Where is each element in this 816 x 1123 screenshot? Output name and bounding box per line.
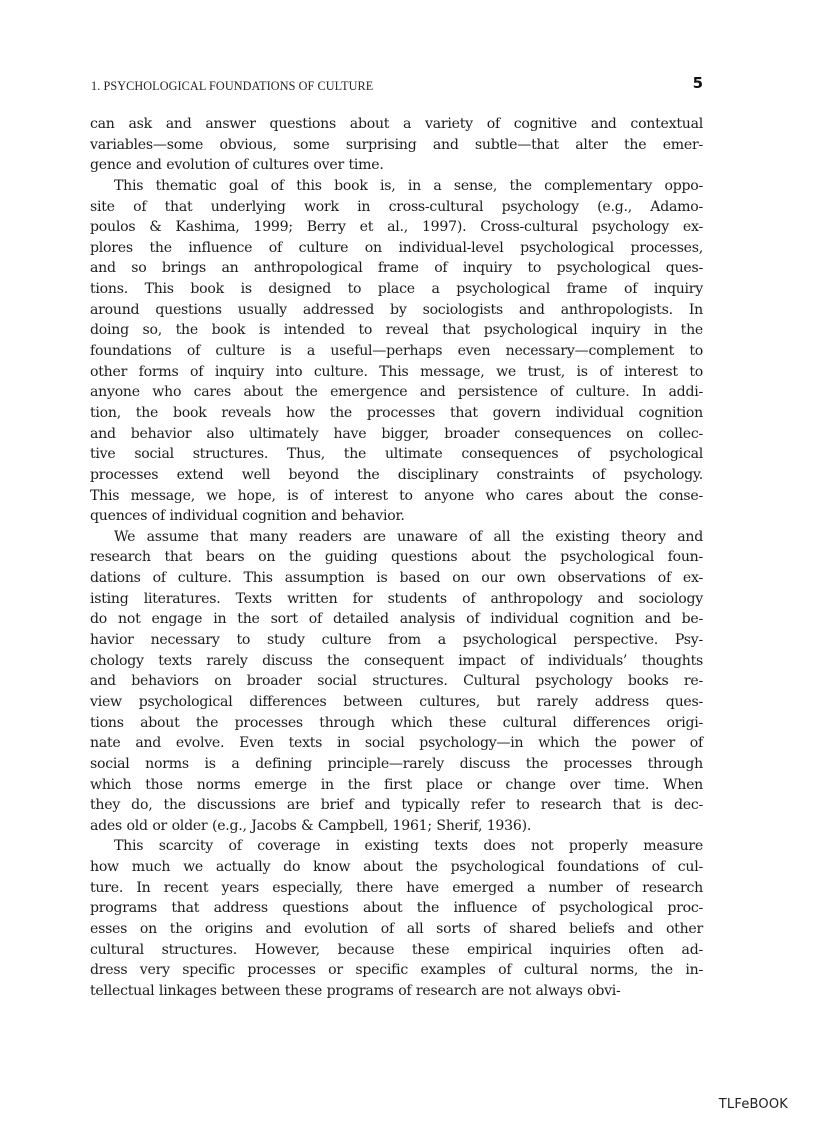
text-line: dress very specific processes or specific examples of cultural norms, the in- [90, 962, 703, 979]
text-line: We assume that many readers are unaware of all the existing theory and [114, 528, 703, 545]
paragraph [90, 176, 703, 527]
text-line: ades old or older (e.g., Jacobs & Campbell, 1961; Sherif, 1936). [90, 817, 532, 834]
text-line: isting literatures. Texts written for students of anthropology and sociology [90, 590, 703, 607]
text-line: poulos & Kashima, 1999; Berry et al., 1997). Cross-cultural psychology ex- [90, 219, 703, 236]
body-text [90, 114, 703, 1002]
text-line: programs that address questions about the influence of psychological proc- [90, 900, 703, 917]
paragraph [90, 836, 703, 1001]
text-line: how much we actually do know about the psychological foundations of cul- [90, 859, 703, 876]
text-line: quences of individual cognition and behavior. [90, 508, 405, 525]
text-line: can ask and answer questions about a variety of cognitive and contextual [90, 116, 703, 132]
text-line: research that bears on the guiding questions about the psychological foun- [90, 549, 703, 566]
text-line: foundations of culture is a useful—perhaps even necessary—complement to [90, 343, 703, 360]
text-line: This thematic goal of this book is, in a sense, the complementary oppo- [114, 177, 703, 194]
text-line: around questions usually addressed by sociologists and anthropologists. In [90, 301, 703, 318]
text-line: cultural structures. However, because these empirical inquiries often ad- [90, 941, 703, 958]
text-line: ture. In recent years especially, there have emerged a number of research [90, 879, 703, 896]
text-line: they do, the discussions are brief and typically refer to research that is dec- [90, 797, 703, 814]
paragraph [90, 114, 703, 176]
text-line: tive social structures. Thus, the ultimate consequences of psychological [90, 446, 703, 463]
text-line: other forms of inquiry into culture. This message, we trust, is of interest to [90, 363, 703, 380]
text-line: plores the influence of culture on individual-level psychological processes, [90, 239, 703, 256]
text-line: do not engage in the sort of detailed analysis of individual cognition and be- [90, 611, 703, 628]
text-line: and so brings an anthropological frame of inquiry to psychological ques- [90, 260, 703, 277]
text-line: esses on the origins and evolution of all sorts of shared beliefs and other [90, 920, 703, 937]
text-line: This message, we hope, is of interest to anyone who cares about the conse- [90, 487, 703, 504]
text-line: view psychological differences between cultures, but rarely address ques- [90, 693, 703, 710]
text-line: anyone who cares about the emergence and persistence of culture. In addi- [90, 384, 703, 401]
text-line: chology texts rarely discuss the consequent impact of individuals’ thoughts [90, 652, 703, 669]
text-line: This scarcity of coverage in existing texts does not properly measure [114, 838, 703, 855]
text-line: variables—some obvious, some surprising and subtle—that alter the emer- [90, 136, 703, 153]
text-line: tions. This book is designed to place a psychological frame of inquiry [90, 281, 703, 298]
text-line: doing so, the book is intended to reveal that psychological inquiry in the [90, 322, 703, 339]
text-line: site of that underlying work in cross-cultural psychology (e.g., Adamo- [90, 198, 703, 215]
text-line: which those norms emerge in the first place or change over time. When [90, 776, 703, 793]
text-line: tellectual linkages between these programs of research are not always obvi- [90, 982, 621, 999]
text-line: gence and evolution of cultures over time. [90, 157, 384, 174]
text-line: havior necessary to study culture from a psychological perspective. Psy- [90, 632, 703, 649]
text-line: nate and evolve. Even texts in social psychology—in which the power of [90, 735, 703, 752]
running-head: 1. PSYCHOLOGICAL FOUNDATIONS OF CULTURE [91, 79, 374, 93]
text-line: dations of culture. This assumption is based on our own observations of ex- [90, 570, 703, 587]
text-line: and behaviors on broader social structures. Cultural psychology books re- [90, 673, 703, 690]
page-number: 5 [692, 74, 703, 92]
watermark: TLFeBOOK [718, 1097, 788, 1112]
text-line: tions about the processes through which these cultural differences origi- [90, 714, 703, 731]
text-line: processes extend well beyond the disciplinary constraints of psychology. [90, 466, 703, 483]
text-line: tion, the book reveals how the processes that govern individual cognition [90, 404, 703, 421]
paragraph [90, 527, 703, 837]
text-line: social norms is a defining principle—rarely discuss the processes through [90, 755, 703, 772]
text-line: and behavior also ultimately have bigger, broader consequences on collec- [90, 425, 703, 442]
